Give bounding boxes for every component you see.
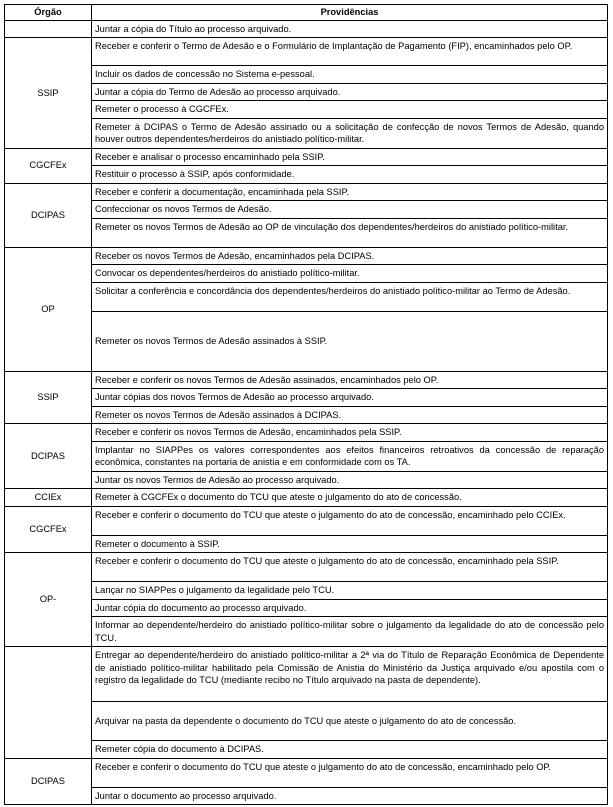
- providencia-cell: Juntar a cópia do Termo de Adesão ao processo arquivado.: [92, 83, 608, 101]
- orgao-cell: [5, 647, 92, 759]
- table-row: [5, 148, 608, 166]
- table-row: [5, 83, 608, 101]
- table-row: [5, 183, 608, 201]
- table-row: [5, 247, 608, 265]
- procedures-table: [4, 4, 608, 805]
- providencia-cell: Entregar ao dependente/herdeiro do anistiado político-militar a 2ª via do Título de Reparação Econômica de Dependente de anistiado político-militar habilitado pela Comissão de Anistia do Ministério da Justiça arquivado e/ou apostila com o registro da legalidade do TCU (mediante recibo no Título arquivado na pasta de dependente).: [92, 647, 608, 702]
- table-row: [5, 20, 608, 38]
- providencia-cell: Confeccionar os novos Termos de Adesão.: [92, 201, 608, 219]
- providencia-cell: Juntar cópia do documento ao processo arquivado.: [92, 599, 608, 617]
- table-row: [5, 471, 608, 489]
- table-row: [5, 535, 608, 553]
- providencia-cell: Receber e conferir o documento do TCU que ateste o julgamento do ato de concessão, encaminhado pela SSIP.: [92, 553, 608, 582]
- providencia-cell: Juntar a cópia do Título ao processo arquivado.: [92, 20, 608, 38]
- providencia-cell: Juntar o documento ao processo arquivado.: [92, 787, 608, 805]
- orgao-cell: CGCFEx: [5, 148, 92, 183]
- providencia-cell: Remeter à CGCFEx o documento do TCU que ateste o julgamento do ato de concessão.: [92, 489, 608, 507]
- table-row: [5, 371, 608, 389]
- providencia-cell: Informar ao dependente/herdeiro do anistiado político-militar sobre o julgamento da legalidade do ato de concessão pelo TCU.: [92, 617, 608, 647]
- table-row: [5, 201, 608, 219]
- table-row: [5, 66, 608, 84]
- header-providencias: Providências: [92, 5, 608, 21]
- table-row: [5, 101, 608, 119]
- orgao-cell: DCIPAS: [5, 758, 92, 805]
- table-row: [5, 265, 608, 283]
- providencia-cell: Receber e conferir os novos Termos de Adesão assinados, encaminhados pelo OP.: [92, 371, 608, 389]
- providencia-cell: Juntar os novos Termos de Adesão ao processo arquivado.: [92, 471, 608, 489]
- providencia-cell: Implantar no SIAPPes os valores correspondentes aos efeitos financeiros retroativos da concessão de reparação econômica, constantes na portaria de anistia e em conformidade com os TA.: [92, 441, 608, 471]
- table-row: [5, 702, 608, 741]
- providencia-cell: Remeter os novos Termos de Adesão assinados à DCIPAS.: [92, 406, 608, 424]
- providencia-cell: Remeter os novos Termos de Adesão ao OP de vinculação dos dependentes/herdeiros do anistiado político-militar.: [92, 218, 608, 247]
- providencia-cell: Receber e analisar o processo encaminhado pela SSIP.: [92, 148, 608, 166]
- table-row: [5, 441, 608, 471]
- providencia-cell: Receber os novos Termos de Adesão, encaminhados pela DCIPAS.: [92, 247, 608, 265]
- table-row: [5, 582, 608, 600]
- table-row: [5, 617, 608, 647]
- providencia-cell: Remeter o processo à CGCFEx.: [92, 101, 608, 119]
- providencia-cell: Juntar cópias dos novos Termos de Adesão ao processo arquivado.: [92, 389, 608, 407]
- providencia-cell: Receber e conferir o Termo de Adesão e o Formulário de Implantação de Pagamento (FIP), encaminhados pelo OP.: [92, 38, 608, 66]
- orgao-cell: DCIPAS: [5, 424, 92, 489]
- providencia-cell: Remeter cópia do documento à DCIPAS.: [92, 741, 608, 759]
- providencia-cell: Arquivar na pasta da dependente o documento do TCU que ateste o julgamento do ato de concessão.: [92, 702, 608, 741]
- table-row: [5, 787, 608, 805]
- header-orgao: Órgão: [5, 5, 92, 21]
- providencia-cell: Receber e conferir o documento do TCU que ateste o julgamento do ato de concessão, encaminhado pelo CCIEx.: [92, 506, 608, 535]
- providencia-cell: Remeter à DCIPAS o Termo de Adesão assinado ou a solicitação de confecção de novos Termos de Adesão, quando houver outros dependentes/herdeiros do anistiado político-militar.: [92, 118, 608, 148]
- table-row: [5, 506, 608, 535]
- providencia-cell: Incluir os dados de concessão no Sistema e-pessoal.: [92, 66, 608, 84]
- orgao-cell: CCIEx: [5, 489, 92, 507]
- providencia-cell: Lançar no SIAPPes o julgamento da legalidade pelo TCU.: [92, 582, 608, 600]
- table-row: [5, 599, 608, 617]
- table-row: [5, 741, 608, 759]
- table-row: [5, 553, 608, 582]
- orgao-cell: SSIP: [5, 38, 92, 149]
- providencia-cell: Receber e conferir o documento do TCU que ateste o julgamento do ato de concessão, encaminhado pelo OP.: [92, 758, 608, 787]
- table-row: [5, 38, 608, 66]
- orgao-cell: OP-: [5, 553, 92, 647]
- table-row: [5, 406, 608, 424]
- orgao-cell: [5, 20, 92, 38]
- providencia-cell: Restituir o processo à SSIP, após conformidade.: [92, 166, 608, 184]
- table-row: [5, 218, 608, 247]
- table-row: [5, 489, 608, 507]
- table-body: [5, 20, 608, 805]
- table-header-row: [5, 5, 608, 21]
- providencia-cell: Receber e conferir os novos Termos de Adesão, encaminhados pela SSIP.: [92, 424, 608, 442]
- table-row: [5, 118, 608, 148]
- providencia-cell: Remeter os novos Termos de Adesão assinados à SSIP.: [92, 311, 608, 371]
- table-row: [5, 758, 608, 787]
- orgao-cell: CGCFEx: [5, 506, 92, 553]
- providencia-cell: Remeter o documento à SSIP.: [92, 535, 608, 553]
- providencia-cell: Solicitar a conferência e concordância dos dependentes/herdeiros do anistiado político-militar ao Termo de Adesão.: [92, 282, 608, 311]
- table-row: [5, 166, 608, 184]
- table-row: [5, 647, 608, 702]
- providencia-cell: Receber e conferir a documentação, encaminhada pela SSIP.: [92, 183, 608, 201]
- table-row: [5, 311, 608, 371]
- table-row: [5, 424, 608, 442]
- orgao-cell: OP: [5, 247, 92, 371]
- table-row: [5, 389, 608, 407]
- providencia-cell: Convocar os dependentes/herdeiros do anistiado político-militar.: [92, 265, 608, 283]
- table-row: [5, 282, 608, 311]
- orgao-cell: SSIP: [5, 371, 92, 424]
- orgao-cell: DCIPAS: [5, 183, 92, 247]
